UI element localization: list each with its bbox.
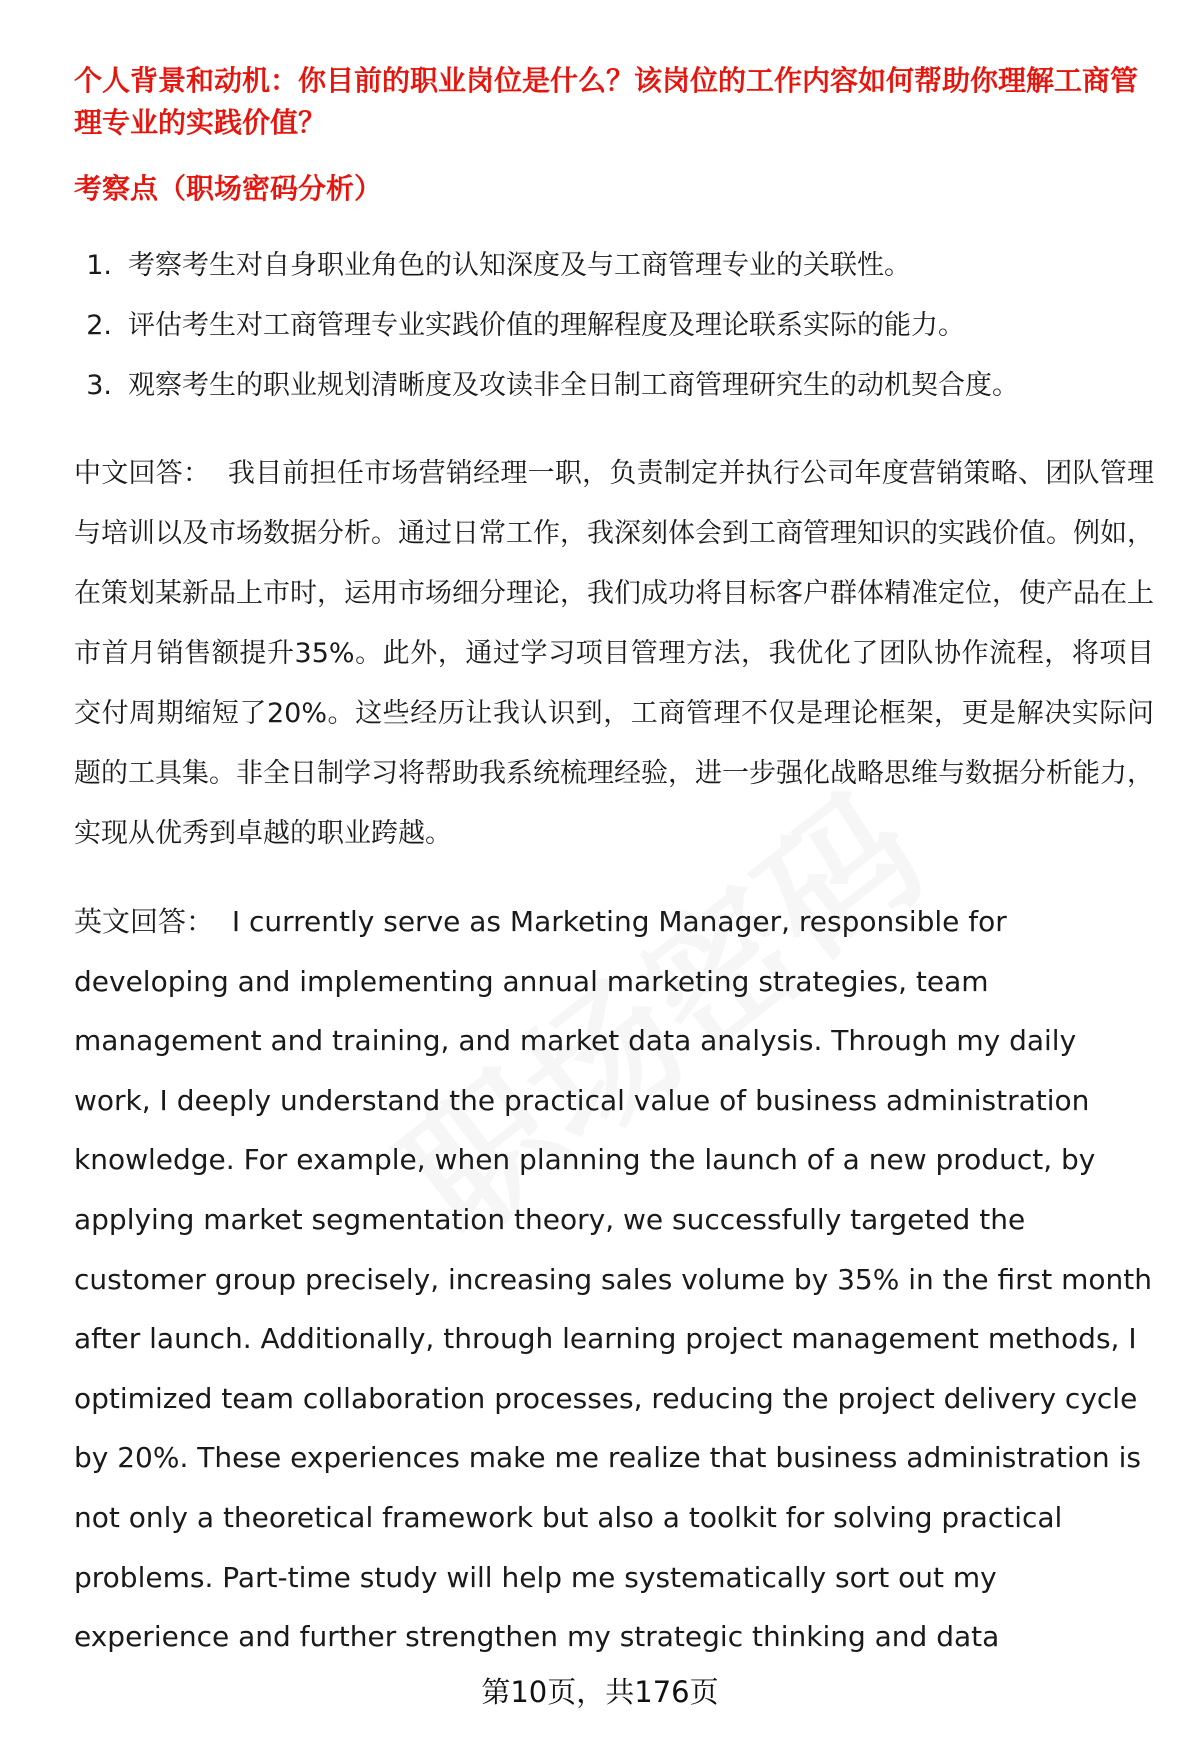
english-answer: [74, 892, 1154, 1654]
english-answer-text: I currently serve as Marketing Manager, responsible for developing and implementing annual marketing strategies, team management and training, and market data analysis. Through my daily work, I deeply understand the practical value of business administration knowledge. For example, when planning the launch of a new product, by applying market segmentation theory, we successfully targeted the customer group precisely, increasing sales volume by 35% in the first month after launch. Additionally, through learning project management methods, I optimized team collaboration processes, reducing the project delivery cycle by 20%. These experiences make me realize that business administration is not only a theoretical framework but also a toolkit for solving practical problems. Part-time study will help me systematically sort out my experience and further strengthen my strategic thinking and data: [74, 905, 1153, 1654]
chinese-answer: [74, 444, 1154, 864]
list-item: [74, 356, 1154, 416]
page-number: 第10页，共176页: [481, 1675, 719, 1709]
list-item-number: 1.: [86, 250, 112, 281]
document-page: [74, 52, 1155, 1654]
list-item-text: 观察考生的职业规划清晰度及攻读非全日制工商管理研究生的动机契合度。: [128, 370, 1019, 401]
english-answer-label: 英文回答：: [74, 905, 215, 938]
list-item-text: 评估考生对工商管理专业实践价值的理解程度及理论联系实际的能力。: [128, 310, 965, 341]
list-item: [74, 296, 1154, 356]
list-item-number: 2.: [86, 310, 112, 341]
points-list: [74, 236, 1154, 416]
chinese-answer-label: 中文回答：: [74, 458, 211, 489]
question-heading: 个人背景和动机：你目前的职业岗位是什么？该岗位的工作内容如何帮助你理解工商管理专业的实践价值？: [74, 64, 1139, 139]
points-title: 考察点（职场密码分析）: [74, 172, 383, 205]
chinese-answer-text: 我目前担任市场营销经理一职，负责制定并执行公司年度营销策略、团队管理与培训以及市场数据分析。通过日常工作，我深刻体会到工商管理知识的实践价值。例如，在策划某新品上市时，运用市场细分理论，我们成功将目标客户群体精准定位，使产品在上市首月销售额提升35%。此外，通过学习项目管理方法，我优化了团队协作流程，将项目交付周期缩短了20%。这些经历让我认识到，工商管理不仅是理论框架，更是解决实际问题的工具集。非全日制学习将帮助我系统梳理经验，进一步强化战略思维与数据分析能力，实现从优秀到卓越的职业跨越。: [74, 458, 1155, 849]
list-item: [74, 236, 1154, 296]
list-item-number: 3.: [86, 370, 112, 401]
list-item-text: 考察考生对自身职业角色的认知深度及与工商管理专业的关联性。: [128, 250, 911, 281]
